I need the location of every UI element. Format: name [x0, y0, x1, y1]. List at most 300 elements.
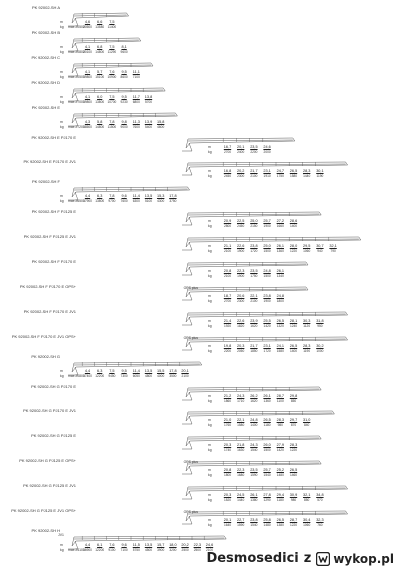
load-value: 1520: [223, 498, 232, 503]
load-value: 1340: [276, 274, 284, 278]
load-value: 2050: [237, 348, 245, 353]
reach-value: 22,5: [236, 219, 245, 224]
reach-value: 9,5: [121, 94, 127, 99]
load-value: 1060: [303, 523, 311, 527]
reach-value: 20,8: [223, 269, 232, 273]
reach-value: 17,8: [169, 368, 177, 373]
reach-value: 5,7: [97, 69, 103, 74]
axis-label-kg: kg: [60, 25, 64, 29]
reach-value: 20,3: [223, 493, 232, 498]
model-name: PK 92002-SH F PJ170 E: [31, 259, 76, 264]
reach-value: 9,6: [121, 194, 127, 199]
reach-value: 9,5: [121, 69, 127, 74]
boom-outline: [0, 382, 400, 406]
load-value: 1640: [223, 523, 232, 527]
reach-value: 7,6: [109, 69, 115, 74]
chart-row: [0, 282, 400, 306]
ops-plus-label: OPS plus: [183, 510, 198, 514]
reach-value: 28,7: [289, 518, 298, 522]
reach-value: 26,5: [289, 468, 298, 473]
reach-value: 24,8: [250, 418, 258, 423]
reach-value: 4,1: [84, 69, 91, 74]
reach-value: 24,6: [205, 542, 214, 547]
load-value: 1580: [276, 348, 284, 353]
ops-plus-label: OPS plus: [183, 285, 198, 290]
reach-value: 6,3: [97, 368, 103, 373]
reach-value: 9,6: [121, 542, 127, 547]
load-value: 2300: [237, 174, 245, 179]
load-value: 7100: [132, 74, 140, 79]
load-value: 2450: [223, 174, 232, 179]
reach-value: 13,5: [144, 194, 153, 199]
reach-value: 24,3: [250, 443, 258, 448]
axis-label-m: m: [208, 468, 211, 473]
load-value: 2400: [237, 149, 245, 154]
load-value: 1590: [237, 523, 245, 527]
load-value: 18500: [83, 124, 92, 129]
axis-label-kg: kg: [208, 149, 212, 154]
load-value: 1580: [289, 174, 298, 179]
axis-label-m: m: [208, 219, 211, 224]
load-value: 3500: [169, 373, 177, 378]
reach-value: 22,6: [236, 318, 245, 323]
reach-value: 22,1: [236, 418, 245, 423]
load-value: 4500: [144, 547, 153, 552]
reach-value: 6,6: [97, 20, 103, 24]
reach-value: 16,7: [223, 144, 232, 149]
reach-value: 20,9: [223, 219, 232, 224]
load-value: 4300: [157, 199, 165, 204]
load-value: 570: [317, 498, 323, 503]
chart-row: [0, 456, 400, 480]
load-value: 1000: [316, 348, 324, 353]
load-value: 2200: [250, 149, 258, 154]
load-value: 3900: [157, 547, 165, 552]
chart-row: [0, 179, 400, 206]
reach-value: 26,2: [250, 393, 258, 398]
load-value: 2700: [223, 298, 232, 303]
boom-outline: [0, 481, 400, 505]
boom-outline: [0, 282, 400, 306]
load-value: 1900: [263, 224, 271, 229]
model-name: PK 92002-SH G PJ125 E JV1 OPS+: [11, 508, 76, 513]
load-value: 1820: [237, 323, 245, 328]
load-value: 1660: [276, 224, 284, 229]
reach-value: 22,6: [236, 244, 245, 249]
reach-value: 16,8: [223, 169, 232, 174]
reach-value: 29,8: [289, 393, 298, 398]
reach-value: 28,3: [289, 443, 298, 448]
load-value: 12200: [95, 547, 105, 552]
reach-value: 7,5: [109, 94, 115, 99]
reach-value: 30,4: [302, 518, 311, 522]
model-name: PK 92002-SH G PJ170 E JV1: [23, 408, 76, 414]
load-value: 9600: [120, 49, 128, 54]
chart-row: [0, 353, 400, 381]
reach-value: 31,0: [302, 418, 311, 423]
load-value: 1850: [250, 348, 258, 353]
load-value: 840: [304, 423, 310, 428]
reach-value: 11,1: [132, 69, 140, 74]
reach-value: 20,2: [236, 169, 245, 174]
load-value: 3750: [169, 199, 177, 204]
reach-value: 21,4: [223, 318, 232, 323]
axis-label-kg: kg: [60, 124, 64, 129]
load-value: 4800: [144, 373, 153, 378]
reach-value: 9,5: [121, 368, 127, 373]
load-value: 790: [330, 249, 336, 254]
chart-row: [0, 104, 400, 132]
max-load: max 20500: [68, 25, 85, 29]
reach-value: 26,5: [276, 518, 284, 522]
load-value: 1800: [223, 473, 232, 478]
reach-value: 25,7: [263, 468, 271, 473]
load-value: 2100: [223, 274, 232, 278]
axis-label-m: m: [60, 194, 63, 199]
reach-value: 23,1: [263, 169, 271, 174]
reach-value: 26,5: [289, 343, 298, 348]
load-value: 16900: [83, 547, 92, 552]
reach-value: 7,5: [109, 20, 115, 24]
load-value: 20100: [83, 49, 92, 54]
load-value: 980: [290, 498, 297, 503]
load-value: 1680: [237, 473, 245, 478]
load-value: 1440: [237, 498, 245, 503]
model-name: PK 92002-SH F: [31, 179, 60, 185]
load-value: 9230: [120, 99, 128, 104]
reach-value: 25,8: [263, 518, 271, 522]
axis-label-m: m: [60, 44, 63, 49]
reach-value: 24,6: [263, 144, 271, 149]
load-value: 1360: [263, 398, 271, 403]
load-value: 1400: [289, 348, 298, 353]
load-value: 7600: [120, 199, 128, 204]
reach-value: 6,3: [97, 194, 103, 199]
axis-label-kg: kg: [60, 99, 64, 104]
axis-label-m: m: [208, 343, 211, 348]
reach-value: 21,1: [223, 244, 232, 249]
load-value: 3200: [169, 547, 177, 552]
load-value: 2100: [250, 174, 258, 179]
load-value: 9000: [120, 124, 128, 129]
load-value: 1290: [263, 498, 271, 503]
load-value: 2450: [237, 224, 245, 229]
chart-row: [0, 431, 400, 455]
reach-value: 11,3: [132, 119, 140, 124]
axis-label-m: m: [208, 443, 211, 448]
model-name: PK 92002-SH G PJ125 E: [31, 433, 76, 439]
reach-value: 8,1: [121, 44, 127, 49]
reach-value: 28,6: [289, 219, 298, 224]
load-value: 9100: [108, 547, 116, 552]
load-value: 1620: [250, 398, 258, 403]
axis-label-m: m: [208, 318, 211, 323]
chart-row: [0, 157, 400, 181]
axis-label-m: m: [208, 393, 211, 398]
reach-value: 23,8: [250, 244, 258, 249]
reach-value: 11,4: [132, 368, 140, 373]
axis-label-m: m: [208, 169, 211, 174]
load-value: 2000: [263, 149, 271, 154]
reach-value: 20,3: [223, 443, 232, 448]
model-name: PK 92002-SH F PJ125 E JV1: [23, 234, 76, 240]
load-value: 850: [304, 498, 310, 503]
load-value: 1100: [276, 398, 284, 403]
model-name: PK 92002-SH G PJ125 E OPS+: [19, 458, 76, 464]
watermark: [206, 551, 394, 566]
load-value: 19800: [83, 74, 92, 79]
reach-value: 29,7: [289, 418, 298, 423]
load-value: 1750: [250, 274, 258, 278]
axis-label-kg: kg: [60, 49, 64, 54]
load-value: 1320: [276, 323, 284, 328]
max-load: max 20500: [68, 74, 85, 79]
reach-value: 22,3: [236, 468, 245, 473]
load-value: 6300: [132, 199, 140, 204]
reach-value: 20,1: [223, 518, 232, 522]
reach-value: 29,5: [302, 244, 311, 249]
reach-value: 28,7: [276, 393, 284, 398]
reach-value: 28,1: [289, 318, 298, 323]
reach-value: 17,8: [169, 194, 177, 199]
reach-value: 20,1: [236, 144, 245, 149]
load-value: 1440: [303, 174, 311, 179]
load-value: 1180: [276, 498, 284, 503]
load-value: 1540: [250, 448, 258, 453]
reach-value: 4,4: [84, 542, 91, 547]
reach-value: 30,1: [316, 169, 324, 174]
load-value: 1590: [250, 473, 258, 478]
boom-outline: [0, 133, 400, 157]
model-name: PK 92002-SH E: [31, 104, 60, 110]
reach-value: 13,8: [144, 94, 153, 99]
reach-value: 11,5: [132, 542, 140, 547]
load-value: 1710: [237, 398, 245, 403]
load-value: 9450: [108, 373, 116, 378]
model-name: PK 92002-SH F PJ170 E OPS+: [19, 283, 76, 289]
load-value: 1750: [276, 174, 284, 179]
load-value: 1720: [250, 249, 258, 254]
load-value: 11290: [107, 49, 117, 54]
reach-value: 18,0: [169, 542, 177, 547]
load-value: 8600: [120, 74, 128, 79]
reach-value: 24,8: [276, 293, 284, 298]
reach-value: 26,1: [250, 493, 258, 498]
model-name: PK 92002-SH H: [31, 527, 60, 533]
reach-value: 15,7: [156, 542, 165, 547]
reach-value: 26,1: [276, 244, 284, 249]
load-value: 1190: [316, 174, 324, 179]
reach-value: 20,3: [236, 343, 245, 348]
reach-value: 25,0: [250, 219, 258, 224]
load-value: 2200: [223, 348, 232, 353]
reach-value: 25,5: [263, 318, 271, 323]
reach-value: 27,2: [276, 219, 284, 224]
reach-value: 26,5: [289, 169, 298, 174]
reach-value: 22,7: [236, 518, 245, 522]
reach-value: 30,9: [289, 493, 298, 498]
reach-value: 20,6: [236, 293, 245, 298]
reach-value: 20,2: [181, 542, 189, 547]
load-value: 7300: [120, 373, 128, 378]
load-value: 17400: [83, 373, 92, 378]
load-value: 1380: [276, 523, 284, 527]
reach-value: 15,3: [156, 194, 165, 199]
reach-value: 29,4: [276, 493, 284, 498]
load-value: 1460: [289, 473, 298, 478]
axis-label-kg: kg: [208, 448, 212, 453]
reach-value: 30,7: [316, 244, 324, 249]
load-value: 5100: [144, 199, 153, 204]
model-name: PK 92002-SH B: [31, 29, 60, 35]
reach-value: 23,8: [263, 293, 271, 298]
axis-label-kg: kg: [208, 398, 212, 403]
load-value: 1620: [250, 323, 258, 328]
chart-row: [0, 133, 400, 157]
axis-label-kg: kg: [208, 224, 212, 229]
load-value: 5750: [132, 547, 140, 552]
reach-value: 13,9: [144, 119, 153, 124]
load-value: 2500: [193, 547, 201, 552]
reach-value: 26,1: [276, 269, 284, 273]
load-value: 1740: [223, 448, 232, 453]
load-value: 2100: [250, 298, 258, 303]
reach-value: 30,3: [302, 318, 311, 323]
reach-value: 23,8: [250, 518, 258, 522]
reach-value: 21,8: [236, 443, 245, 448]
reach-value: 23,1: [263, 343, 271, 348]
max-load: max 20800: [68, 373, 85, 378]
load-value: 12200: [95, 373, 105, 378]
watermark-brand: [316, 552, 394, 566]
load-value: 1800: [276, 298, 284, 303]
axis-label-m: m: [208, 144, 211, 149]
axis-label-m: m: [208, 244, 211, 249]
reach-value: 4,1: [84, 94, 91, 99]
load-value: 1240: [289, 323, 298, 328]
axis-label-kg: kg: [208, 323, 212, 328]
chart-row: [0, 54, 400, 82]
reach-value: 23,9: [250, 318, 258, 323]
model-sub: JV1: [58, 532, 64, 537]
reach-value: 32,1: [302, 493, 311, 498]
reach-value: 23,5: [250, 269, 258, 273]
reach-value: 26,5: [276, 318, 284, 323]
axis-label-kg: kg: [208, 498, 212, 503]
reach-value: 32,3: [316, 518, 324, 522]
chart-row: [0, 29, 400, 57]
load-value: 14800: [95, 124, 105, 129]
load-value: 1630: [237, 448, 245, 453]
reach-value: 27,9: [276, 443, 284, 448]
boom-outline: [0, 207, 400, 231]
model-name: PK 92002-SH F PJ170 E JV1: [23, 308, 76, 314]
load-value: 13800: [95, 99, 105, 104]
reach-value: 4,3: [84, 119, 91, 124]
load-value: 1400: [250, 423, 258, 428]
load-value: 1120: [303, 323, 311, 328]
reach-value: 20,8: [223, 468, 232, 473]
reach-value: 5,8: [97, 119, 103, 124]
reach-value: 28,3: [302, 343, 311, 348]
reach-value: 24,8: [263, 269, 271, 273]
axis-label-kg: kg: [60, 199, 64, 204]
load-value: 1900: [263, 298, 271, 303]
load-value: 1060: [303, 249, 311, 254]
reach-value: 13,5: [144, 542, 153, 547]
max-load: max 20800: [68, 49, 85, 54]
chart-row: [0, 332, 400, 356]
reach-value: 7,5: [109, 44, 115, 49]
axis-label-kg: kg: [208, 523, 212, 527]
watermark-author: Desmosedici: [206, 551, 299, 566]
load-value: 1860: [223, 398, 232, 403]
axis-label-kg: kg: [208, 348, 212, 353]
reach-value: 19,8: [223, 343, 232, 348]
reach-value: 4,1: [84, 44, 91, 49]
chart-row: [0, 232, 400, 256]
chart-row: [0, 307, 400, 331]
reach-value: 15,8: [156, 119, 165, 124]
chart-row: [0, 506, 400, 530]
load-value: 1220: [289, 523, 298, 527]
boom-outline: [0, 307, 400, 331]
chart-row: [0, 5, 400, 32]
reach-value: 28,3: [276, 418, 284, 423]
load-value: 19800: [83, 99, 92, 104]
load-value: 13580: [95, 25, 105, 29]
reach-value: 23,5: [250, 468, 258, 473]
chart-row: [0, 481, 400, 505]
reach-value: 21,0: [223, 418, 232, 423]
reach-value: 4,6: [84, 20, 91, 24]
chart-row: [0, 382, 400, 406]
load-value: 13800: [95, 199, 105, 204]
reach-value: 6,0: [97, 94, 103, 99]
reach-value: 24,1: [276, 343, 284, 348]
reach-value: 24,7: [276, 169, 284, 174]
chart-row: [0, 406, 400, 430]
model-name: PK 92002-SH D: [31, 79, 60, 85]
reach-value: 6,8: [97, 44, 103, 49]
load-value: 950: [317, 323, 323, 328]
load-value: 1910: [263, 174, 271, 179]
axis-label-kg: kg: [208, 423, 212, 428]
reach-value: 21,7: [250, 343, 258, 348]
load-value: 1920: [223, 323, 232, 328]
load-value: 1500: [263, 274, 271, 278]
reach-value: 11,4: [132, 194, 140, 199]
axis-label-m: m: [60, 94, 63, 99]
ops-plus-label: OPS plus: [183, 335, 198, 340]
reach-value: 4,4: [84, 368, 91, 373]
reach-value: 24,5: [236, 493, 245, 498]
load-value: 1190: [303, 348, 311, 353]
boom-outline: [0, 406, 400, 430]
model-name: PK 92002-SH F PJ170 E JV1 OPS+: [11, 333, 76, 339]
reach-value: 21,7: [250, 169, 258, 174]
reach-value: 25,7: [263, 219, 271, 224]
boom-outline: [0, 456, 400, 480]
reach-value: 9,8: [121, 119, 127, 124]
load-value: 1900: [237, 274, 245, 278]
load-value: 5400: [144, 124, 153, 129]
max-load: max 27200: [68, 124, 85, 129]
boom-outline: [0, 257, 400, 281]
reach-value: 23,5: [250, 144, 258, 149]
axis-label-kg: kg: [208, 473, 212, 478]
reach-value: 27,8: [263, 493, 271, 498]
